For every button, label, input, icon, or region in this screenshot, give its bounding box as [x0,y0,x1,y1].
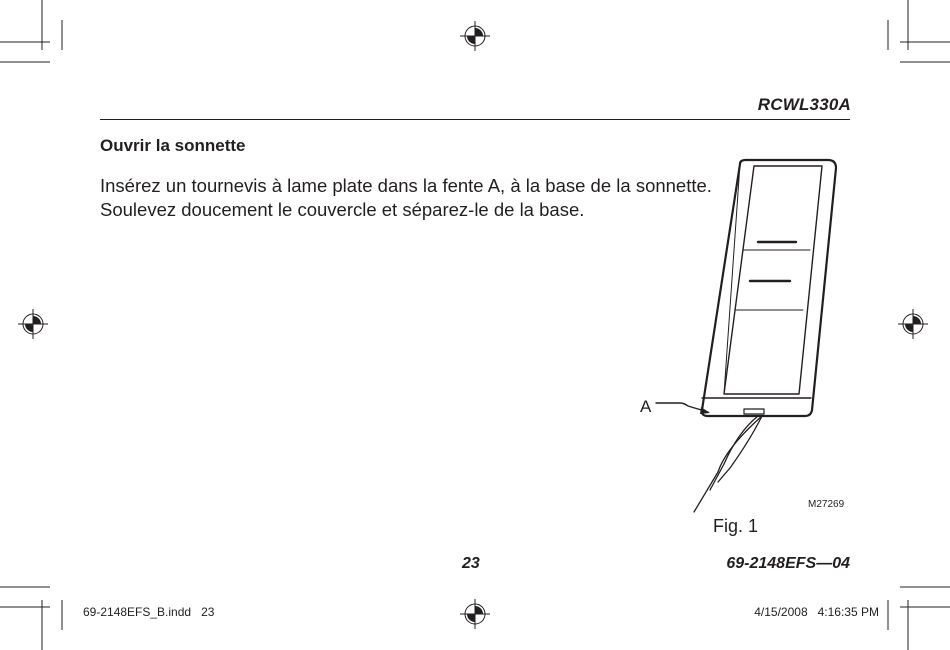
page-number: 23 [462,555,480,572]
slug-file: 69-2148EFS_B.indd 23 [83,605,215,619]
instruction-text: Insérez un tournevis à lame plate dans la fente A, à la base de la sonnette. Soulevez doucement le couvercle et séparez-le de la base. [100,175,712,220]
section-heading: Ouvrir la sonnette [100,136,246,155]
document-number: 69-2148EFS—04 [726,555,850,572]
callout-leader [656,403,708,412]
header-rule [100,119,850,120]
doorbell-housing [702,160,836,416]
slug-timestamp: 4/15/2008 4:16:35 PM [754,605,879,619]
registration-mark-bottom [460,599,490,629]
registration-mark-top [460,21,490,51]
slot-a [744,409,764,414]
model-number: RCWL330A [757,95,851,114]
callout-label-a: A [640,397,652,416]
registration-mark-left [18,309,48,339]
figure-caption: Fig. 1 [713,516,759,536]
figure-code: M27269 [808,499,845,510]
doorbell-figure [600,150,860,520]
registration-mark-right [898,309,928,339]
screwdriver [694,416,762,512]
